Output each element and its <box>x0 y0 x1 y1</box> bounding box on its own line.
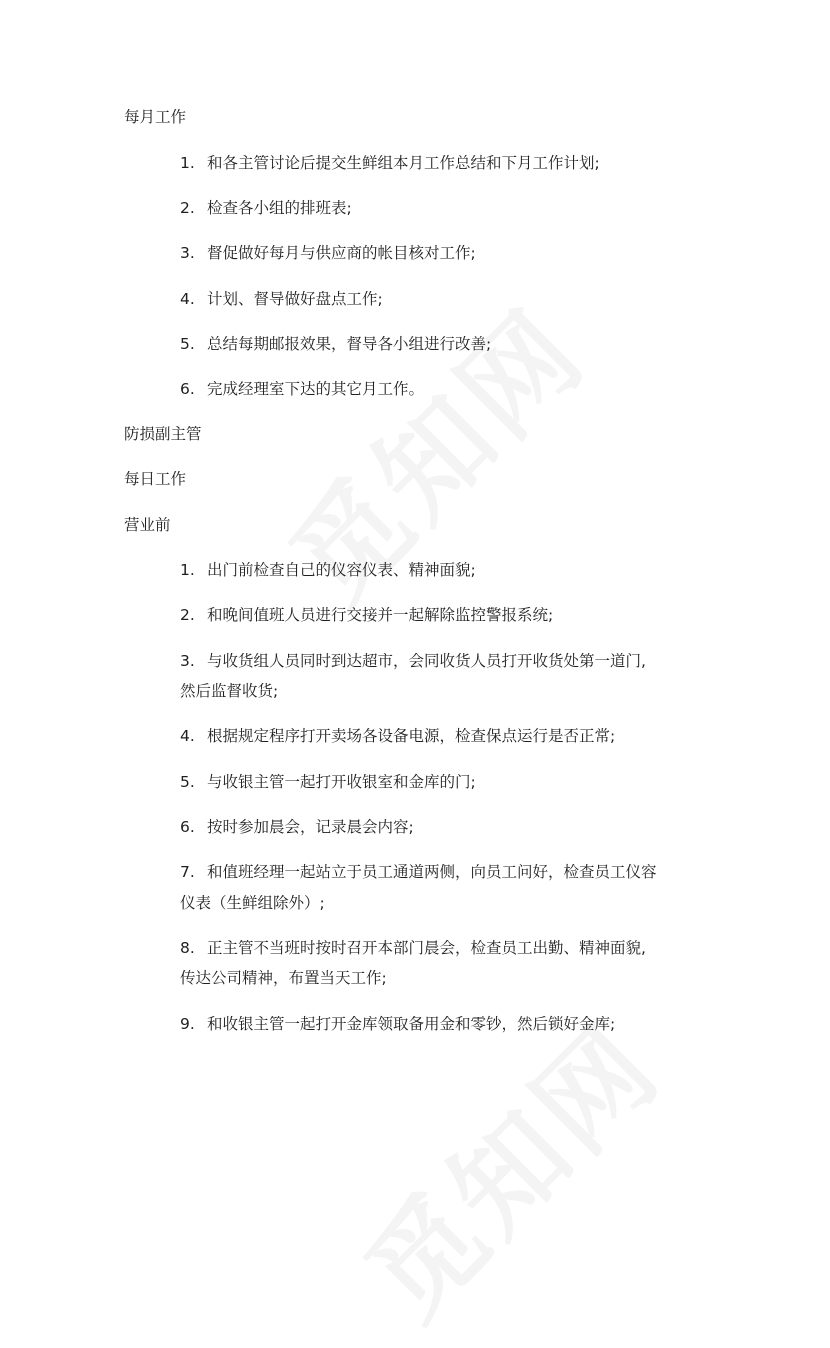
list-item: 6. 按时参加晨会，记录晨会内容; <box>180 818 414 836</box>
section-heading-monthly: 每月工作 <box>124 108 187 126</box>
list-item-continuation: 传达公司精神，布置当天工作; <box>180 969 387 987</box>
list-item: 4. 根据规定程序打开卖场各设备电源，检查保点运行是否正常; <box>180 727 616 745</box>
list-item-continuation: 然后监督收货; <box>180 682 279 700</box>
list-item-continuation: 仪表（生鲜组除外）; <box>180 894 325 912</box>
list-item: 3. 与收货组人员同时到达超市，会同收货人员打开收货处第一道门, <box>180 652 646 670</box>
watermark <box>325 983 689 1347</box>
section-heading-before-open: 营业前 <box>124 516 171 534</box>
list-item: 9. 和收银主管一起打开金库领取备用金和零钞，然后锁好金库; <box>180 1015 616 1033</box>
list-item: 7. 和值班经理一起站立于员工通道两侧，向员工问好，检查员工仪容 <box>180 863 657 881</box>
list-item: 1. 和各主管讨论后提交生鲜组本月工作总结和下月工作计划; <box>180 154 600 172</box>
list-item: 1. 出门前检查自己的仪容仪表、精神面貌; <box>180 561 476 579</box>
section-heading-role: 防损副主管 <box>124 425 202 443</box>
list-item: 4. 计划、督导做好盘点工作; <box>180 290 383 308</box>
section-heading-daily: 每日工作 <box>124 470 187 488</box>
list-item: 5. 总结每期邮报效果，督导各小组进行改善; <box>180 335 492 353</box>
list-item: 8. 正主管不当班时按时召开本部门晨会，检查员工出勤、精神面貌, <box>180 939 646 957</box>
list-item: 2. 和晚间值班人员进行交接并一起解除监控警报系统; <box>180 606 554 624</box>
list-item: 5. 与收银主管一起打开收银室和金库的门; <box>180 773 476 791</box>
list-item: 2. 检查各小组的排班表; <box>180 199 352 217</box>
list-item: 6. 完成经理室下达的其它月工作。 <box>180 380 425 398</box>
list-item: 3. 督促做好每月与供应商的帐目核对工作; <box>180 244 476 262</box>
